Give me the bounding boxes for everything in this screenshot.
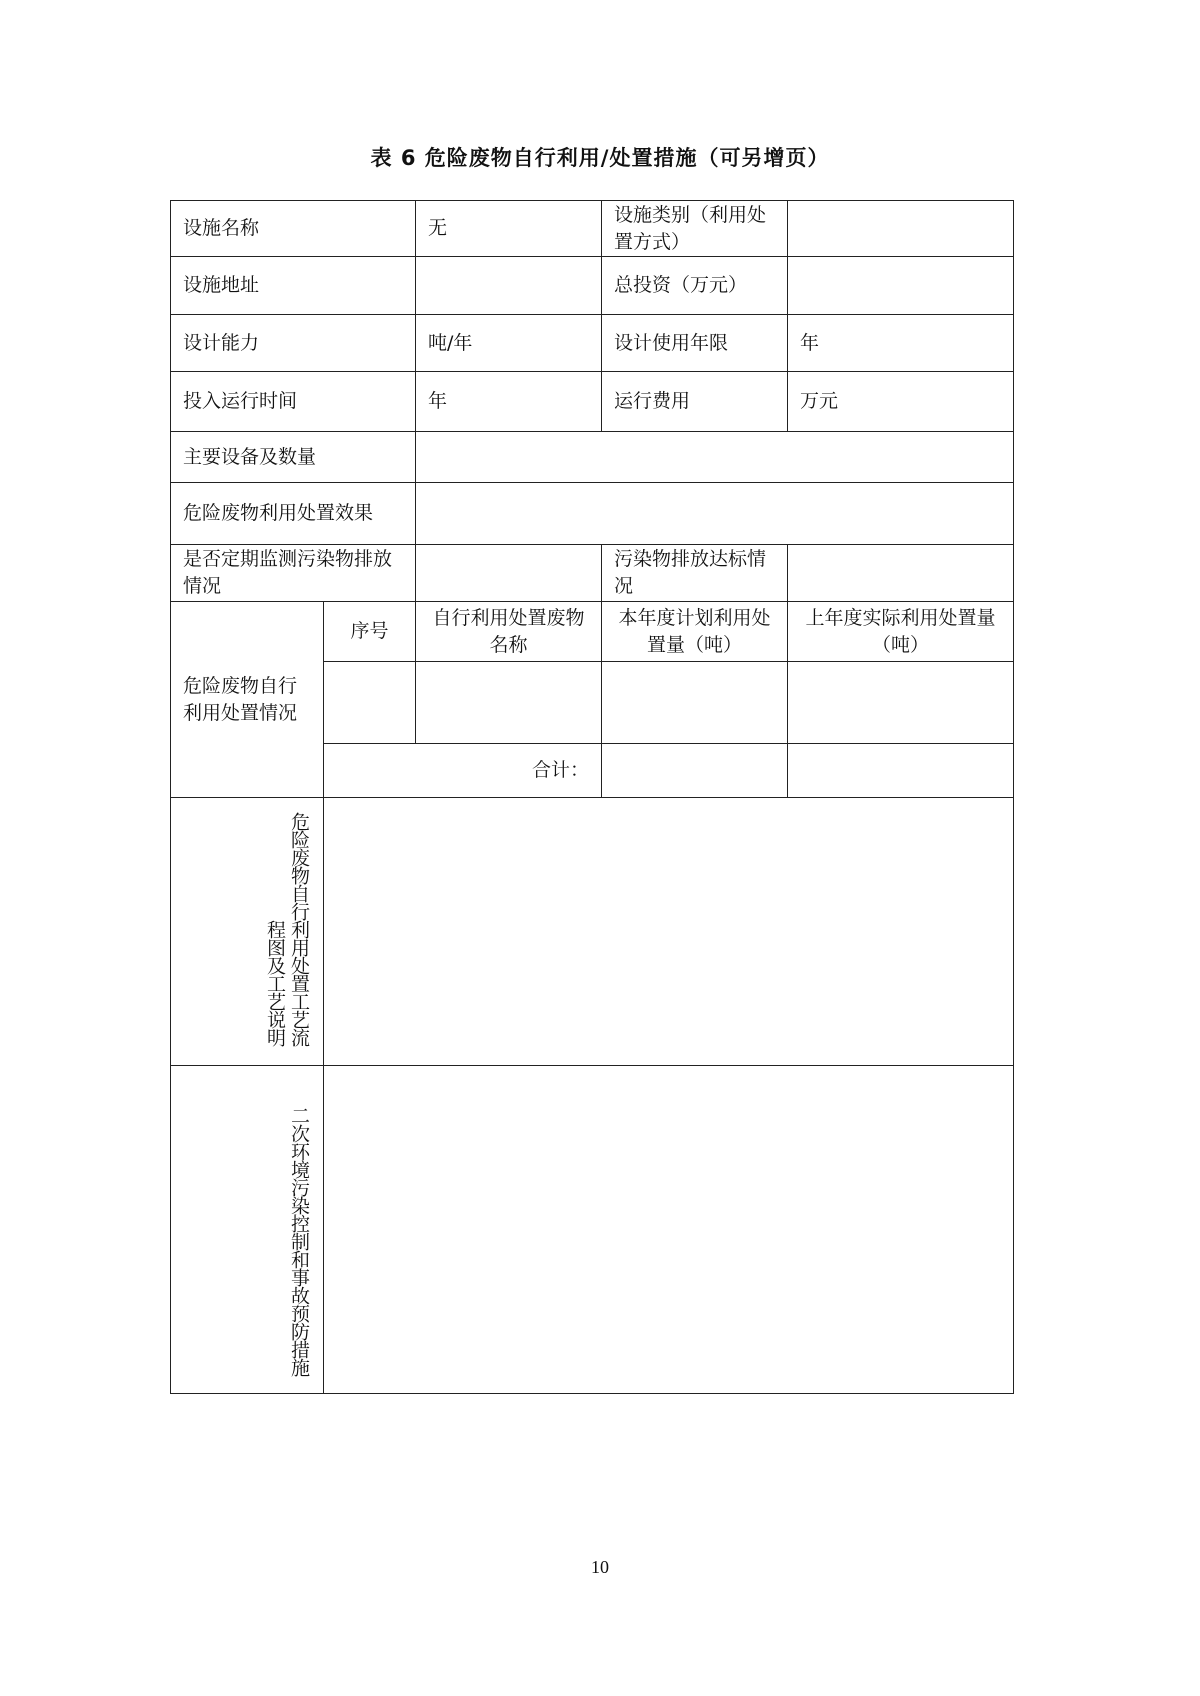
table-row — [171, 1066, 1014, 1394]
total-investment-value[interactable] — [788, 257, 1014, 315]
design-life-value[interactable]: 年 — [788, 315, 1014, 372]
secondary-pollution-value[interactable] — [324, 1066, 1014, 1394]
operation-start-label: 投入运行时间 — [171, 372, 416, 432]
regular-monitoring-label: 是否定期监测污染物排放情况 — [171, 545, 416, 602]
emission-compliance-value[interactable] — [788, 545, 1014, 602]
facility-name-value[interactable]: 无 — [416, 201, 602, 257]
column-header-planned-amount: 本年度计划利用处置量（吨） — [602, 602, 788, 662]
table-row — [171, 315, 1014, 372]
design-capacity-label: 设计能力 — [171, 315, 416, 372]
table-row — [171, 257, 1014, 315]
operating-cost-label: 运行费用 — [602, 372, 788, 432]
design-capacity-value[interactable]: 吨/年 — [416, 315, 602, 372]
emission-compliance-label: 污染物排放达标情况 — [602, 545, 788, 602]
design-life-label: 设计使用年限 — [602, 315, 788, 372]
facility-type-label: 设施类别（利用处置方式） — [602, 201, 788, 257]
self-disposal-status-label: 危险废物自行利用处置情况 — [171, 602, 324, 798]
process-flow-value[interactable] — [324, 798, 1014, 1066]
operating-cost-value[interactable]: 万元 — [788, 372, 1014, 432]
main-equipment-value[interactable] — [416, 432, 1014, 483]
facility-name-label: 设施名称 — [171, 201, 416, 257]
process-flow-label: 危险废物自行利用处置工艺流程图及工艺说明 — [264, 811, 310, 1046]
table-row — [171, 372, 1014, 432]
row-serial-cell[interactable] — [324, 662, 416, 744]
column-header-serial: 序号 — [324, 602, 416, 662]
row-waste-name-cell[interactable] — [416, 662, 602, 744]
total-investment-label: 总投资（万元） — [602, 257, 788, 315]
secondary-pollution-label: 二次环境污染控制和事故预防措施 — [288, 1105, 310, 1376]
column-header-actual-amount: 上年度实际利用处置量（吨） — [788, 602, 1014, 662]
table-row — [171, 201, 1014, 257]
table-row — [171, 545, 1014, 602]
page-title: 表 6 危险废物自行利用/处置措施（可另增页） — [370, 146, 830, 170]
total-planned-value[interactable] — [602, 744, 788, 798]
main-equipment-label: 主要设备及数量 — [171, 432, 416, 483]
facility-form-table — [170, 200, 1014, 1394]
table-row — [171, 798, 1014, 1066]
table-row — [171, 483, 1014, 545]
total-label: 合计： — [324, 744, 602, 798]
row-actual-amount-cell[interactable] — [788, 662, 1014, 744]
table-row — [171, 602, 1014, 662]
row-planned-amount-cell[interactable] — [602, 662, 788, 744]
secondary-pollution-label-cell — [171, 1066, 324, 1394]
total-actual-value[interactable] — [788, 744, 1014, 798]
disposal-effect-value[interactable] — [416, 483, 1014, 545]
page-number: 10 — [591, 1557, 609, 1577]
process-flow-label-cell — [171, 798, 324, 1066]
column-header-waste-name: 自行利用处置废物名称 — [416, 602, 602, 662]
disposal-effect-label: 危险废物利用处置效果 — [171, 483, 416, 545]
regular-monitoring-value[interactable] — [416, 545, 602, 602]
operation-start-value[interactable]: 年 — [416, 372, 602, 432]
table-row — [171, 432, 1014, 483]
facility-address-value[interactable] — [416, 257, 602, 315]
facility-type-value[interactable] — [788, 201, 1014, 257]
facility-address-label: 设施地址 — [171, 257, 416, 315]
